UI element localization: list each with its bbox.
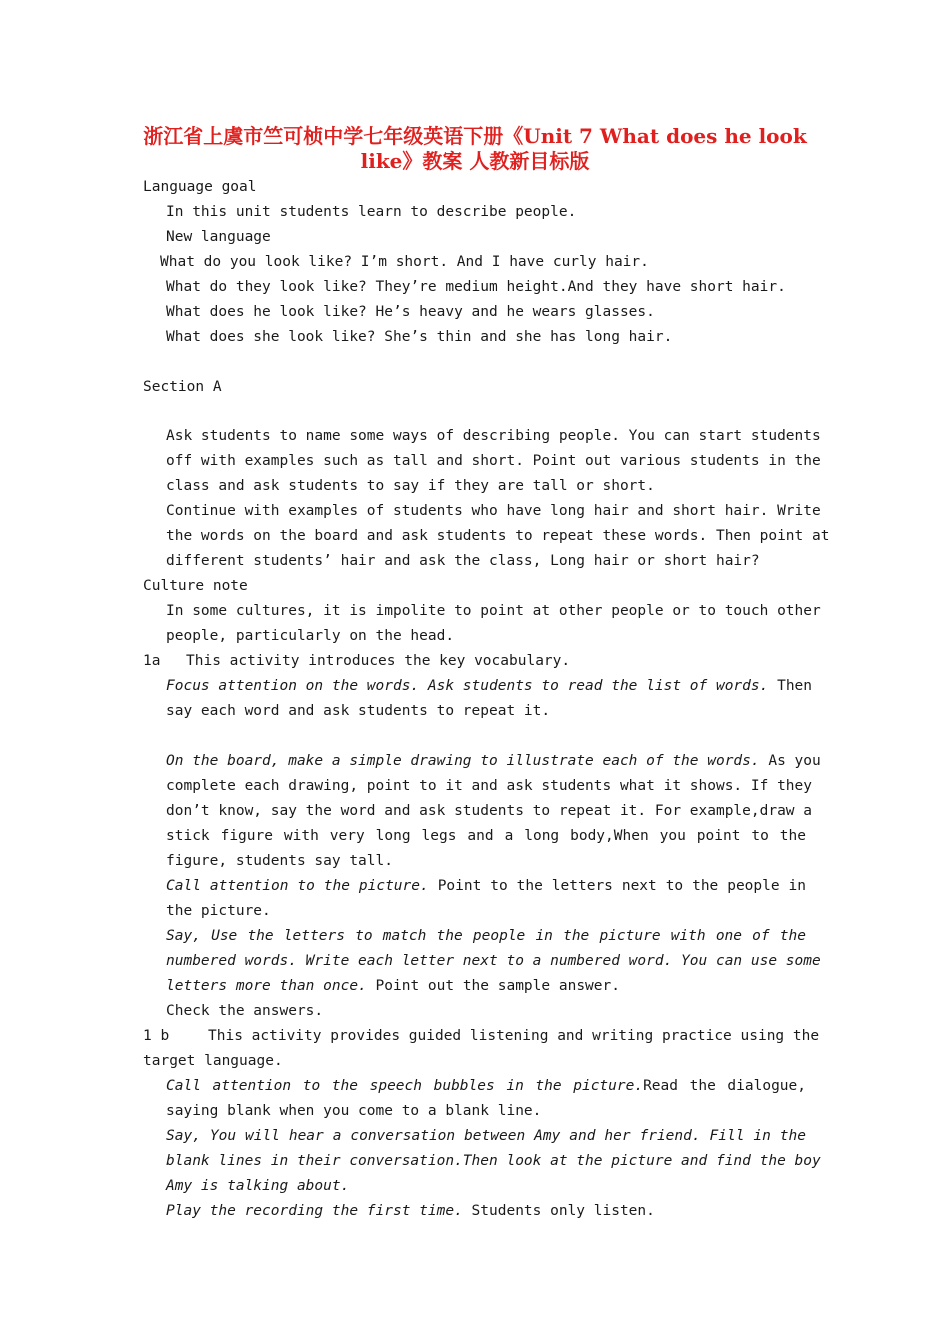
section-a-text-line: Ask students to name some ways of describing people. You can start students (166, 428, 821, 444)
plain-text: Students only listen. (471, 1203, 655, 1219)
section-a-text-line: the words on the board and ask students to repeat these words. Then point at (166, 528, 830, 544)
plain-text: Point out the sample answer. (375, 978, 620, 994)
activity-1b-intro: This activity provides guided listening and writing practice using the (208, 1028, 820, 1044)
plain-text: Point to the letters next to the people in (437, 878, 806, 894)
activity-1a-line: stick figure with very long legs and a long body,When you point to the (166, 828, 806, 844)
activity-1a-line: numbered words. Write each letter next to a numbered word. You can use some (166, 953, 821, 969)
activity-1a-line: figure, students say tall. (166, 853, 393, 869)
example-sentence: What do you look like? I’m short. And I have curly hair. (160, 254, 649, 270)
section-a-heading: Section A (143, 379, 222, 395)
activity-1b-line (166, 1201, 655, 1221)
example-sentence: What do they look like? They’re medium height.And they have short hair. (166, 279, 786, 295)
activity-1b-label: 1 b (143, 1028, 170, 1044)
italic-instruction: Play the recording the first time. (166, 1203, 463, 1219)
plain-text: Then (777, 678, 813, 694)
activity-1a-line: don’t know, say the word and ask students to repeat it. For example,draw a (166, 803, 813, 819)
activity-1a-line (166, 676, 813, 696)
activity-1a-check: Check the answers. (166, 1003, 324, 1019)
activity-1a-line: the picture. (166, 903, 271, 919)
activity-1a-line: Say, Use the letters to match the people in the picture with one of the (166, 928, 806, 944)
activity-1a-label: 1a (143, 653, 161, 669)
new-language-heading: New language (166, 229, 271, 245)
activity-1a-line: say each word and ask students to repeat it. (166, 703, 551, 719)
language-goal-heading: Language goal (143, 179, 257, 195)
plain-text: Read the dialogue, (643, 1078, 806, 1094)
italic-instruction: Call attention to the speech bubbles in the picture. (166, 1078, 644, 1094)
culture-note-line: people, particularly on the head. (166, 628, 455, 644)
example-sentence: What does he look like? He’s heavy and he wears glasses. (166, 304, 655, 320)
italic-instruction: Call attention to the picture. (166, 878, 429, 894)
activity-1a-line (166, 876, 806, 896)
page-title: 浙江省上虞市竺可桢中学七年级英语下册《Unit 7 What does he look like》教案 人教新目标版 (143, 124, 807, 173)
italic-instruction: On the board, make a simple drawing to illustrate each of the words. (166, 753, 760, 769)
language-goal-intro: In this unit students learn to describe people. (166, 204, 577, 220)
activity-1a-line (166, 751, 821, 771)
italic-instruction: Focus attention on the words. Ask students to read the list of words. (166, 678, 769, 694)
culture-note-line: In some cultures, it is impolite to point at other people or to touch other (166, 603, 821, 619)
plain-text: As you (768, 753, 821, 769)
section-a-text-line: off with examples such as tall and short. Point out various students in the (166, 453, 821, 469)
section-a-text-line: class and ask students to say if they are tall or short. (166, 478, 655, 494)
activity-1b-line: saying blank when you come to a blank line. (166, 1103, 542, 1119)
section-a-text-line: different students’ hair and ask the class, Long hair or short hair? (166, 553, 760, 569)
culture-note-heading: Culture note (143, 578, 248, 594)
example-sentence: What does she look like? She’s thin and she has long hair. (166, 329, 673, 345)
section-a-text-line: Continue with examples of students who have long hair and short hair. Write (166, 503, 821, 519)
activity-1b-intro-cont: target language. (143, 1053, 283, 1069)
activity-1a-line: complete each drawing, point to it and ask students what it shows. If they (166, 778, 813, 794)
activity-1a-intro: This activity introduces the key vocabulary. (186, 653, 571, 669)
italic-instruction: letters more than once. (166, 978, 367, 994)
activity-1a-line (166, 976, 620, 996)
activity-1b-line: Say, You will hear a conversation between Amy and her friend. Fill in the (166, 1128, 806, 1144)
activity-1b-line (166, 1076, 806, 1096)
activity-1b-line: blank lines in their conversation.Then look at the picture and find the boy (166, 1153, 821, 1169)
activity-1b-line: Amy is talking about. (166, 1178, 350, 1194)
